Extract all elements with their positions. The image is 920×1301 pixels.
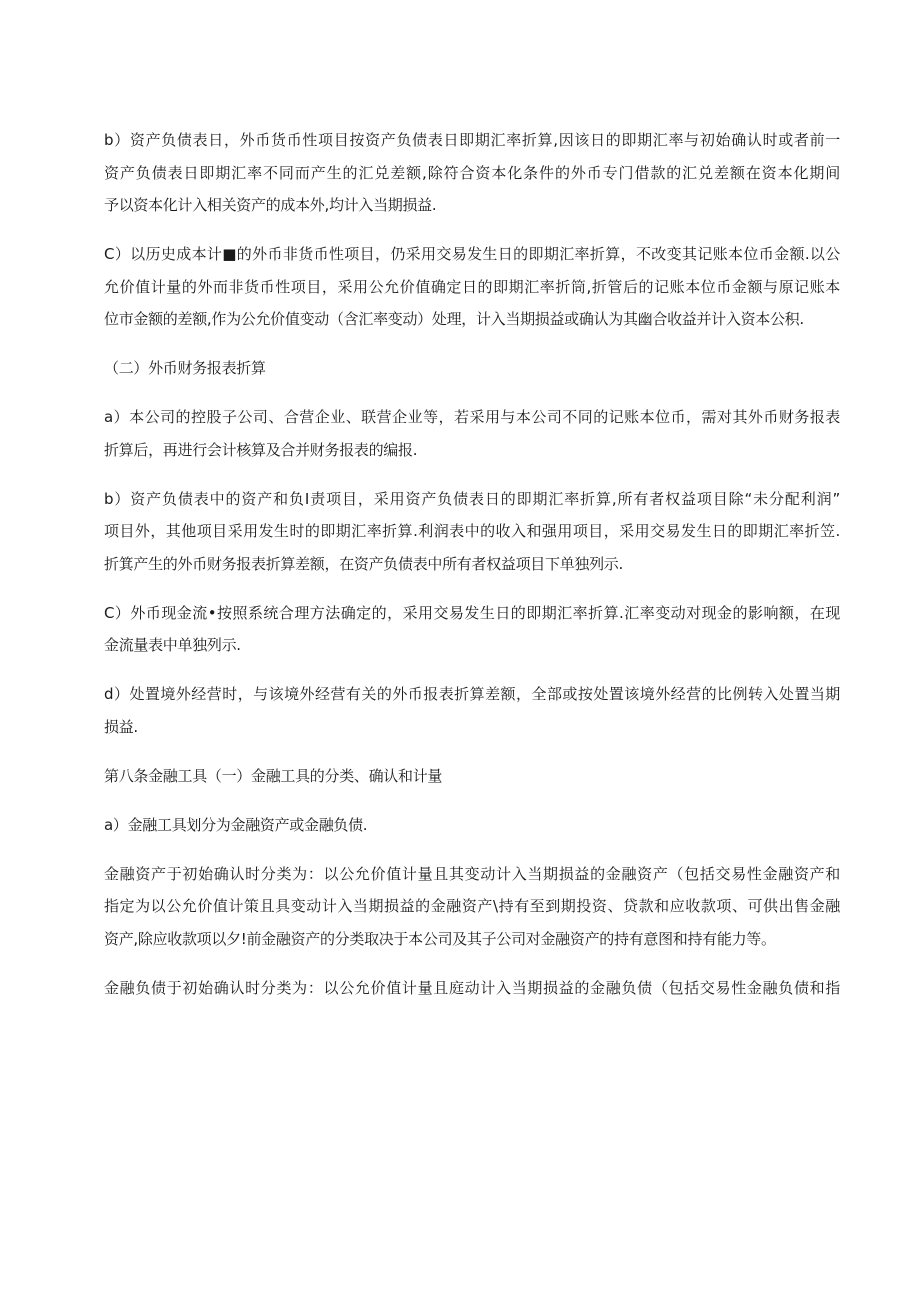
paragraph-financial-assets — [104, 858, 840, 956]
paragraph-subsidiaries — [104, 401, 840, 466]
text-line: （二）外币财务报表折算 — [104, 359, 266, 377]
text-line: b）资产负债表日，外币货币性项目按资产负债表日即期汇率折算,因该日的即期汇率与初始确认时或者前一 — [104, 131, 840, 149]
paragraph-classification — [104, 809, 840, 842]
paragraph-monetary-items — [104, 124, 840, 222]
text-line: 予以资本化计入相关资产的成本外,均计入当期损益. — [104, 196, 437, 214]
paragraph-non-monetary-items — [104, 238, 840, 336]
paragraph-balance-sheet-translation — [104, 483, 840, 581]
paragraph-financial-liabilities — [104, 972, 840, 1005]
text-line: a）金融工具划分为金融资产或金融负债. — [104, 815, 368, 834]
text-line: 金融负债于初始确认时分类为：以公允价值计量且庭动计入当期损益的金融负债（包括交易性金融负债和指 — [104, 978, 840, 997]
text-line: 指定为以公允价值计策且具变动计入当期损益的金融资产\持有至到期投资、贷款和应收款项、可供出售金融 — [104, 897, 840, 915]
text-line: 允价值计量的外而非货币性项目，采用公允价值确定日的即期汇率折筒,折管后的记账本位币金额与原记账本 — [104, 277, 840, 296]
text-line: 资产,除应收款项以夕!前金融资产的分类取决于本公司及其子公司对金融资产的持有意图和持有能力等。 — [104, 929, 776, 948]
text-line: b）资产负债表中的资产和负I责项目，采用资产负债表日的即期汇率折算,所有者权益项目除“未分配利润” — [104, 489, 840, 508]
text-line: 损益. — [104, 717, 138, 736]
paragraph-cash-flow — [104, 597, 840, 662]
paragraph-disposal — [104, 678, 840, 743]
text-line: C）以历史成本计■的外币非货币性项目，仍采用交易发生日的即期汇率折算，不改变其记账本位币金额.以公 — [104, 245, 840, 263]
text-line: 第八条金融工具（一）金融工具的分类、确认和计量 — [104, 766, 443, 785]
text-line: C）外币现金流•按照系统合理方法确定的，采用交易发生日的即期汇率折算.汇率变动对现金的影响额，在现 — [104, 603, 840, 622]
document-body — [104, 124, 840, 1004]
text-line: 资产负债表日即期汇率不同而产生的汇兑差额,除符合资本化条件的外币专门借款的汇兑差额在资本化期间 — [104, 163, 840, 182]
text-line: a）本公司的控股子公司、合营企业、联营企业等，若采用与本公司不同的记账本位币，需对其外币财务报表 — [104, 408, 840, 426]
text-line: d）处置境外经营时，与该境外经营有关的外币报表折算差额，全部或按处置该境外经营的比例转入处置当期 — [104, 685, 840, 703]
section-heading-translation — [104, 352, 840, 385]
section-heading-financial-instruments — [104, 760, 840, 793]
text-line: 项目外，其他项目采用发生时的即期汇率折算.利润表中的收入和强用项目，采用交易发生日的即期汇率折笠. — [104, 522, 840, 540]
text-line: 折箕产生的外币财务报表折算差额，在资产负债表中所有者权益项目下单独列示. — [104, 554, 623, 573]
text-line: 位市金额的差额,作为公允价值变动（含汇率变动）处理，计入当期损益或确认为其幽合收益并计入资本公积. — [104, 310, 804, 328]
text-line: 金流量表中单独列示. — [104, 636, 241, 654]
text-line: 折算后，再进行会计核算及合并财务报表的编报. — [104, 440, 418, 459]
text-line: 金融资产于初始确认时分类为：以公允价值计量且其变动计入当期损益的金融资产（包括交易性金融资产和 — [104, 864, 840, 883]
